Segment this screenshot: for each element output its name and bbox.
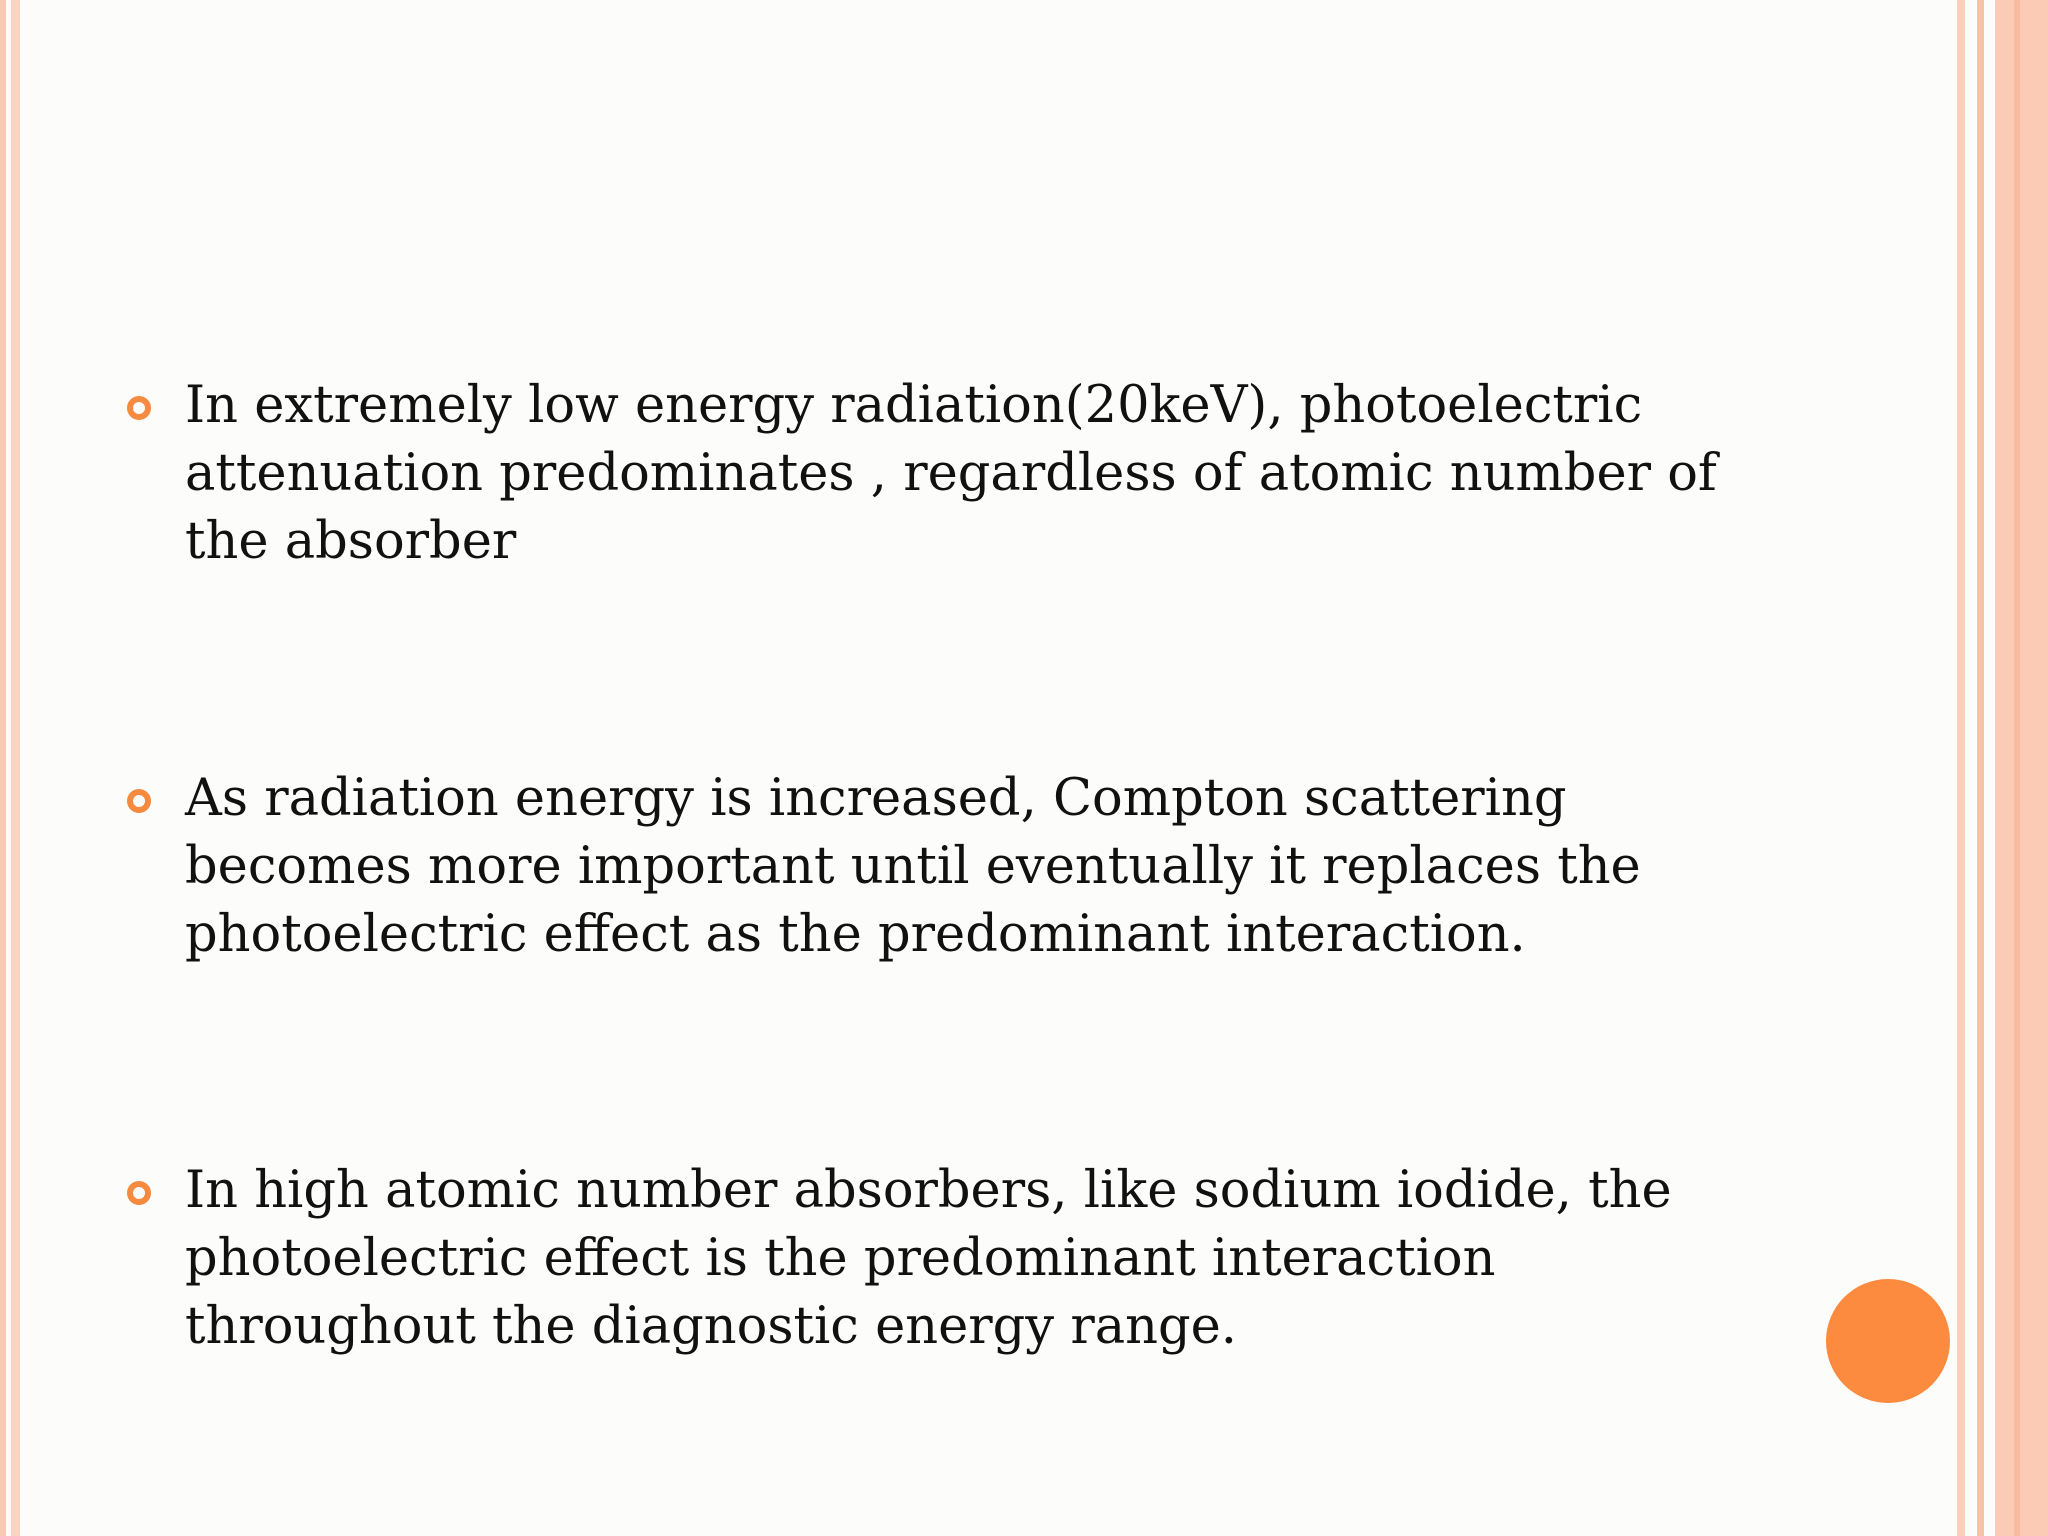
- right-border-stripe: [1977, 0, 1984, 1536]
- bullet-circle-icon: [127, 396, 151, 420]
- decorative-orange-circle: [1826, 1279, 1950, 1403]
- left-border-stripe: [0, 0, 6, 1536]
- bullet-circle-icon: [127, 789, 151, 813]
- bullet-text: In high atomic number absorbers, like sodium iodide, the photoelectric effect is the predominant interaction throughout the diagnostic energy range.: [185, 1161, 1672, 1356]
- left-border-stripe: [11, 0, 20, 1536]
- bullet-text: As radiation energy is increased, Compton scattering becomes more important until eventually it replaces the photoelectric effect as the predominant interaction.: [185, 769, 1641, 964]
- right-border-stripe: [1957, 0, 1965, 1536]
- right-border-band: [1995, 0, 2048, 1536]
- right-border-stripe: [2014, 0, 2020, 1536]
- bullet-text: In extremely low energy radiation(20keV), photoelectric attenuation predominates , regardless of atomic number of the absorber: [185, 376, 1717, 571]
- bullet-circle-icon: [127, 1181, 151, 1205]
